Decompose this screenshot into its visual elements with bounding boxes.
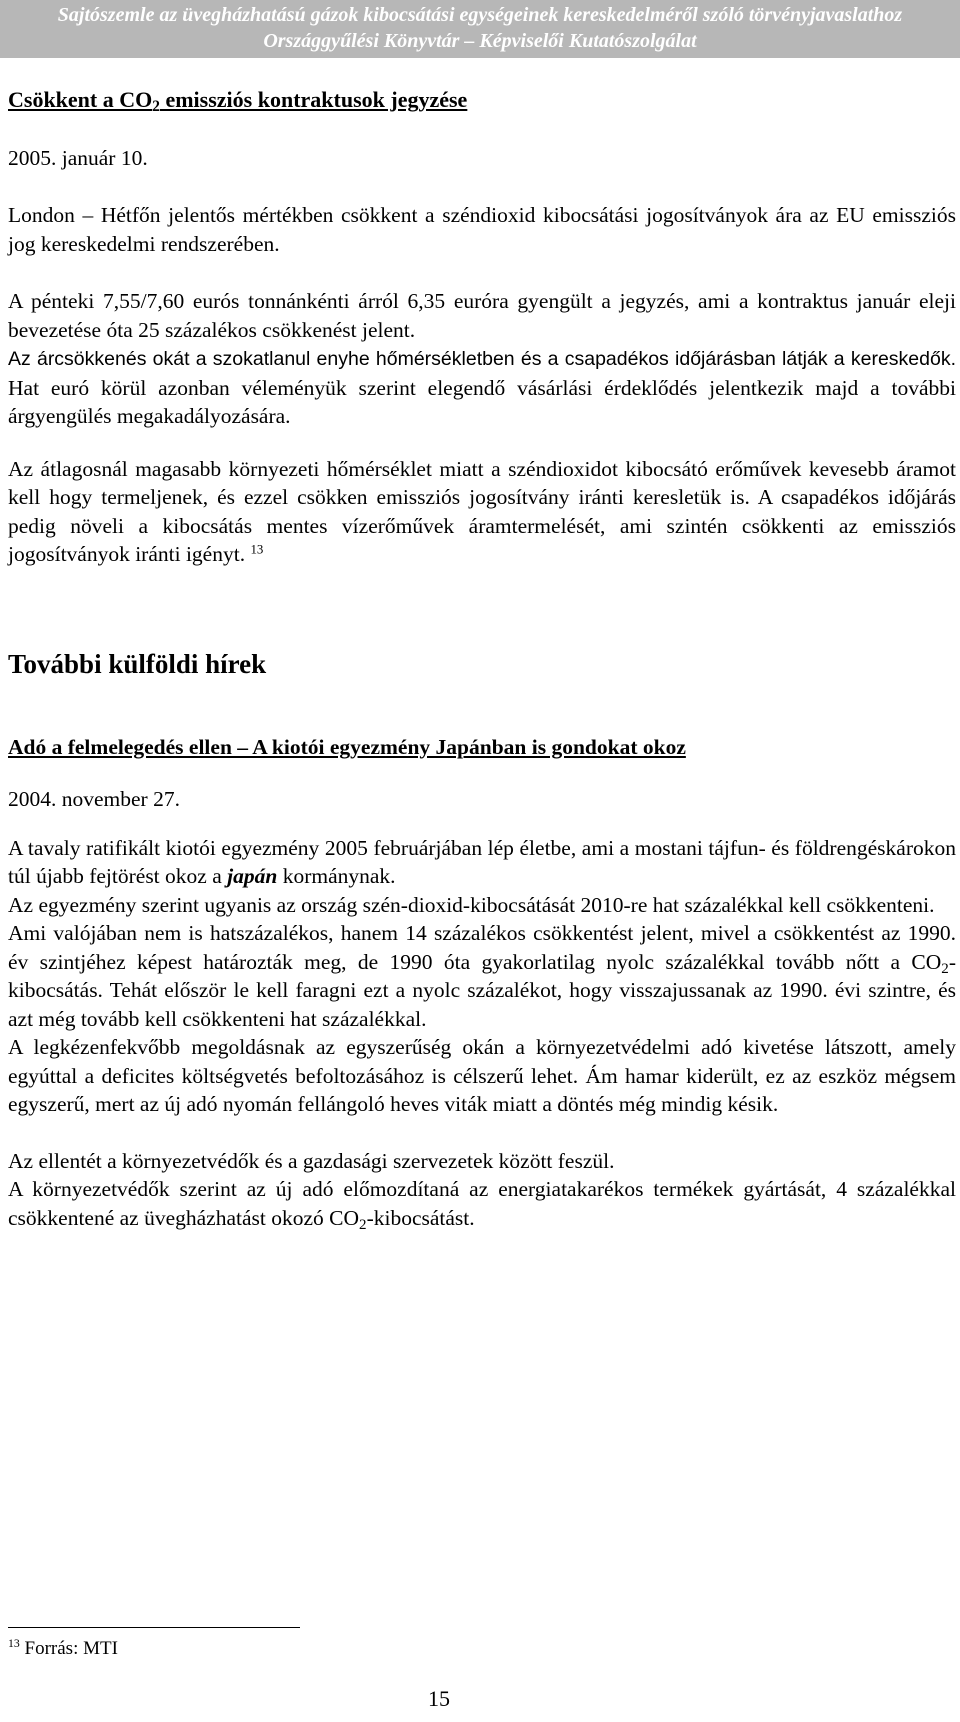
- running-header: [0, 0, 960, 58]
- footnote: [8, 1637, 118, 1661]
- article1-title-text-end: emissziós kontraktusok jegyzése: [159, 87, 468, 112]
- article2-paragraph-5: Az ellentét a környezetvédők és a gazdasági szervezetek között feszül.: [8, 1148, 615, 1173]
- article2-paragraph-6-text: A környezetvédők szerint az új adó előmozdítaná az energiatakarékos termékek gyártását, 4 százalékkal csökkentené az üvegházhatást okozó CO: [8, 1177, 956, 1230]
- article2-paragraph-6-end: -kibocsátást.: [366, 1205, 475, 1230]
- page-content: [8, 86, 956, 1232]
- footnote-number: 13: [8, 1636, 20, 1650]
- footnote-separator: [8, 1627, 300, 1628]
- article1-title: [8, 86, 956, 115]
- section-title: További külföldi hírek: [8, 648, 267, 679]
- header-title: Sajtószemle az üvegházhatású gázok kibocsátási egységeinek kereskedelméről szóló törvényjavaslathoz: [57, 4, 903, 26]
- article2-paragraph-6-subscript: 2: [359, 1216, 367, 1233]
- article1-paragraph-2: A pénteki 7,55/7,60 eurós tonnánkénti árról 6,35 euróra gyengült a jegyzés, ami a kontraktus január eleji bevezetése óta 25 százalékos csökkenést jelent.: [8, 289, 956, 342]
- article1-paragraph-3-rest: Hat euró körül azonban véleményük szerint elegendő vásárlási érdeklődés jelentkezik majd a további árgyengülés megakadályozására.: [8, 375, 956, 428]
- article2-title: Adó a felmelegedés ellen – A kiotói egyezmény Japánban is gondokat okoz: [8, 734, 686, 759]
- article1-paragraph-1: London – Hétfőn jelentős mértékben csökkent a széndioxid kibocsátási jogosítványok ára az EU emissziós jog kereskedelmi rendszerében.: [8, 203, 956, 256]
- article1-title-subscript: 2: [152, 97, 160, 115]
- article1-paragraph-3-sans: Az árcsökkenés okát a szokatlanul enyhe hőmérsékletben és a csapadékos időjárásban látják a kereskedők.: [8, 348, 956, 370]
- article2-paragraph-3-text: Ami valójában nem is hatszázalékos, hanem 14 százalékos csökkentést jelent, mivel a csökkentést az 1990. év szintjéhez képest határozták meg, de 1990 óta gyakorlatilag nyolc százalékkal tovább nőtt a CO: [8, 921, 956, 974]
- article2-paragraph-3: [8, 919, 956, 1033]
- article1-paragraph-4: [8, 455, 956, 569]
- article1-paragraph-4-text: Az átlagosnál magasabb környezeti hőmérséklet miatt a széndioxidot kibocsátó erőművek kevesebb áramot kell hogy termeljenek, és ezzel csökken emissziós jogosítvány iránti keresletük is. A csapadékos időjárás pedig növeli a kibocsátás mentes vízerőművek áramtermelését, ami szintén csökkenti az emissziós jogosítványok iránti igényt.: [8, 456, 956, 566]
- article2-paragraph-1: [8, 834, 956, 891]
- article2-date: 2004. november 27.: [8, 787, 180, 811]
- article2-paragraph-4: A legkézenfekvőbb megoldásnak az egyszerűség okán a környezetvédelmi adó kivetése látszott, amely egyúttal a deficites költségvetés befoltozásához is célszerű lehet. Ám hamar kiderült, ez az eszköz mégsem egyszerű, mert az új adó nyomán fellángoló heves viták miatt a döntés még mindig késik.: [8, 1035, 956, 1116]
- footnote-text: Forrás: MTI: [19, 1638, 118, 1659]
- article2-paragraph-2: Az egyezmény szerint ugyanis az ország szén-dioxid-kibocsátását 2010-re hat százalékkal kell csökkenteni.: [8, 892, 935, 917]
- article2-paragraph-1-text: A tavaly ratifikált kiotói egyezmény 2005 februárjában lép életbe, ami a mostani tájfun- és földrengéskárokon túl újabb fejtörést okoz a: [8, 835, 956, 888]
- article2-paragraph-6: [8, 1175, 956, 1232]
- article2-emphasis: japán: [227, 864, 278, 888]
- page-number: 15: [428, 1686, 450, 1711]
- article2-paragraph-1-end: kormánynak.: [277, 864, 396, 888]
- footnote-reference[interactable]: 13: [250, 542, 264, 557]
- article2-paragraph-3-end: -kibocsátás. Tehát először le kell faragni ezt a nyolc százalékot, hogy visszajussanak az 1990. évi szintre, és azt még tovább kell csökkenteni hat százalékkal.: [8, 949, 956, 1031]
- header-subtitle: Országgyűlési Könyvtár – Képviselői Kutatószolgálat: [263, 30, 697, 52]
- article1-date: 2005. január 10.: [8, 145, 148, 170]
- article2-paragraph-3-subscript: 2: [941, 960, 949, 977]
- article1-title-text: Csökkent a CO: [8, 87, 153, 112]
- article1-paragraph-3: [8, 344, 956, 431]
